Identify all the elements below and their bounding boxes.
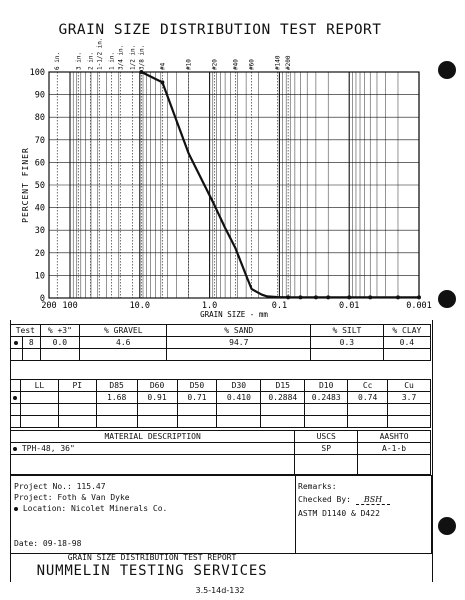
sieve-label: #200 [285,55,293,70]
gradation-header-clay: % CLAY [383,325,430,337]
param-d15-value: 0.2884 [261,392,305,404]
parameters-empty-row-2 [11,416,431,428]
y-axis-label: PERCENT FINER [21,147,30,223]
data-point [314,295,318,299]
param-header-pi: PI [58,380,96,392]
param-d85-value: 1.68 [96,392,137,404]
material-empty-row [11,455,431,475]
row-bullet [11,392,21,404]
sieve-label: 1/2 in. [129,44,137,70]
x-tick-label: 200 [41,301,57,311]
x-axis-label: GRAIN SIZE - mm [200,310,268,319]
bullet-icon [13,396,17,400]
sieve-label: 6 in. [54,51,62,70]
param-d30-value: 0.410 [217,392,261,404]
remarks-box [294,475,432,554]
sieve-label: #140 [274,55,282,70]
sieve-label: #40 [232,59,240,70]
sieve-label: 3 in. [75,51,83,70]
material-description-cell [11,443,295,455]
y-tick-label: 70 [34,135,45,146]
sieve-label: 1-1/2 in. [96,37,104,70]
x-tick-label: 0.01 [338,301,360,311]
gradation-header-test: Test [11,325,41,337]
data-point [298,295,302,299]
param-header-cu: Cu [388,380,431,392]
bullet-icon [14,341,18,345]
gradation-header-gravel: % GRAVEL [80,325,167,337]
sieve-label: 2 in. [87,51,95,70]
y-tick-label: 100 [29,68,45,78]
param-d10-value: 0.2483 [305,392,348,404]
parameters-table [10,379,431,428]
project-name: Project: Foth & Van Dyke [14,493,130,502]
data-point [139,70,143,74]
material-description: TPH-48, 36" [21,444,75,453]
sieve-label: #10 [185,59,193,70]
gradation-silt-value: 0.3 [311,337,384,349]
gradation-curve [141,72,419,297]
aashto-header: AASHTO [358,431,431,443]
project-location: Location: Nicolet Minerals Co. [22,504,168,513]
gradation-header-sand: % SAND [167,325,311,337]
param-d60-value: 0.91 [137,392,177,404]
gradation-sand-value: 94.7 [167,337,311,349]
y-tick-label: 90 [34,90,45,101]
gradation-clay-value: 0.4 [383,337,430,349]
param-cu-value: 3.7 [388,392,431,404]
param-header-ll: LL [20,380,58,392]
company-name: NUMMELIN TESTING SERVICES [36,563,268,579]
sieve-label: #4 [159,62,167,70]
param-header-d85: D85 [96,380,137,392]
data-point [286,295,290,299]
gradation-plus3-value: 0.0 [40,337,79,349]
param-header-d10: D10 [305,380,348,392]
parameters-data-row [11,392,431,404]
uscs-header: USCS [295,431,358,443]
binder-hole-2 [438,290,456,308]
checked-by-signature: BSH [356,495,390,505]
aashto-value: A-1-b [358,443,431,455]
gradation-empty-row [11,349,431,361]
data-point [160,80,164,84]
project-number: Project No.: 115.47 [14,482,106,491]
report-title: GRAIN SIZE DISTRIBUTION TEST REPORT [58,22,382,38]
gradation-header-plus3: % +3" [40,325,79,337]
material-data-row [11,443,431,455]
sieve-label: #60 [248,59,256,70]
material-table [10,430,431,475]
gradation-gravel-value: 4.6 [80,337,167,349]
bullet-icon [13,447,17,451]
data-point [326,295,330,299]
material-header: MATERIAL DESCRIPTION [11,431,295,443]
data-point [396,295,400,299]
gradation-header-silt: % SILT [311,325,384,337]
gradation-header-row [11,325,431,337]
row-bullet [11,337,23,349]
param-header-d15: D15 [261,380,305,392]
param-cc-value: 0.74 [348,392,388,404]
param-header-d30: D30 [217,380,261,392]
parameters-empty-row-1 [11,404,431,416]
figure-reference: 3.5-14d-132 [195,586,245,595]
sieve-label: #20 [211,59,219,70]
y-tick-label: 60 [34,158,45,169]
uscs-value: SP [295,443,358,455]
param-ll-value [20,392,58,404]
x-tick-label: 0.001 [406,301,432,311]
project-location-line [14,504,167,513]
y-tick-label: 50 [34,181,45,191]
y-tick-label: 0 [39,294,45,304]
data-point [368,295,372,299]
data-point [417,295,421,299]
checked-by-line [298,495,390,504]
data-point [347,295,351,299]
param-header-d60: D60 [137,380,177,392]
astm-standards: ASTM D1140 & D422 [298,509,380,518]
param-pi-value [58,392,96,404]
remarks-label: Remarks: [298,482,337,491]
x-tick-label: 10.0 [129,301,151,311]
gradation-test-id: 8 [22,337,40,349]
x-tick-label: 1.0 [201,301,218,311]
checked-by-label: Checked By: [298,495,351,504]
parameters-header-row [11,380,431,392]
param-d50-value: 0.71 [177,392,217,404]
binder-hole-1 [438,61,456,79]
param-header-d50: D50 [177,380,217,392]
material-header-row [11,431,431,443]
x-tick-label: 0.1 [271,301,288,311]
y-tick-label: 20 [34,248,45,259]
gradation-data-row [11,337,431,349]
sieve-label: 1 in. [108,51,116,70]
binder-hole-3 [438,517,456,535]
x-tick-label: 100 [62,301,78,311]
y-tick-label: 40 [34,203,45,214]
param-header-cc: Cc [348,380,388,392]
bullet-icon [14,507,18,511]
gradation-table [10,324,431,361]
y-tick-label: 80 [34,113,45,124]
sieve-label: 3/8 in. [138,44,146,70]
sieve-label: 3/4 in. [117,44,125,70]
test-date: Date: 09-18-98 [14,539,82,548]
y-tick-label: 10 [34,271,45,282]
footer-small-title: GRAIN SIZE DISTRIBUTION TEST REPORT [67,553,237,562]
y-tick-label: 30 [34,226,45,237]
project-box [10,475,296,554]
